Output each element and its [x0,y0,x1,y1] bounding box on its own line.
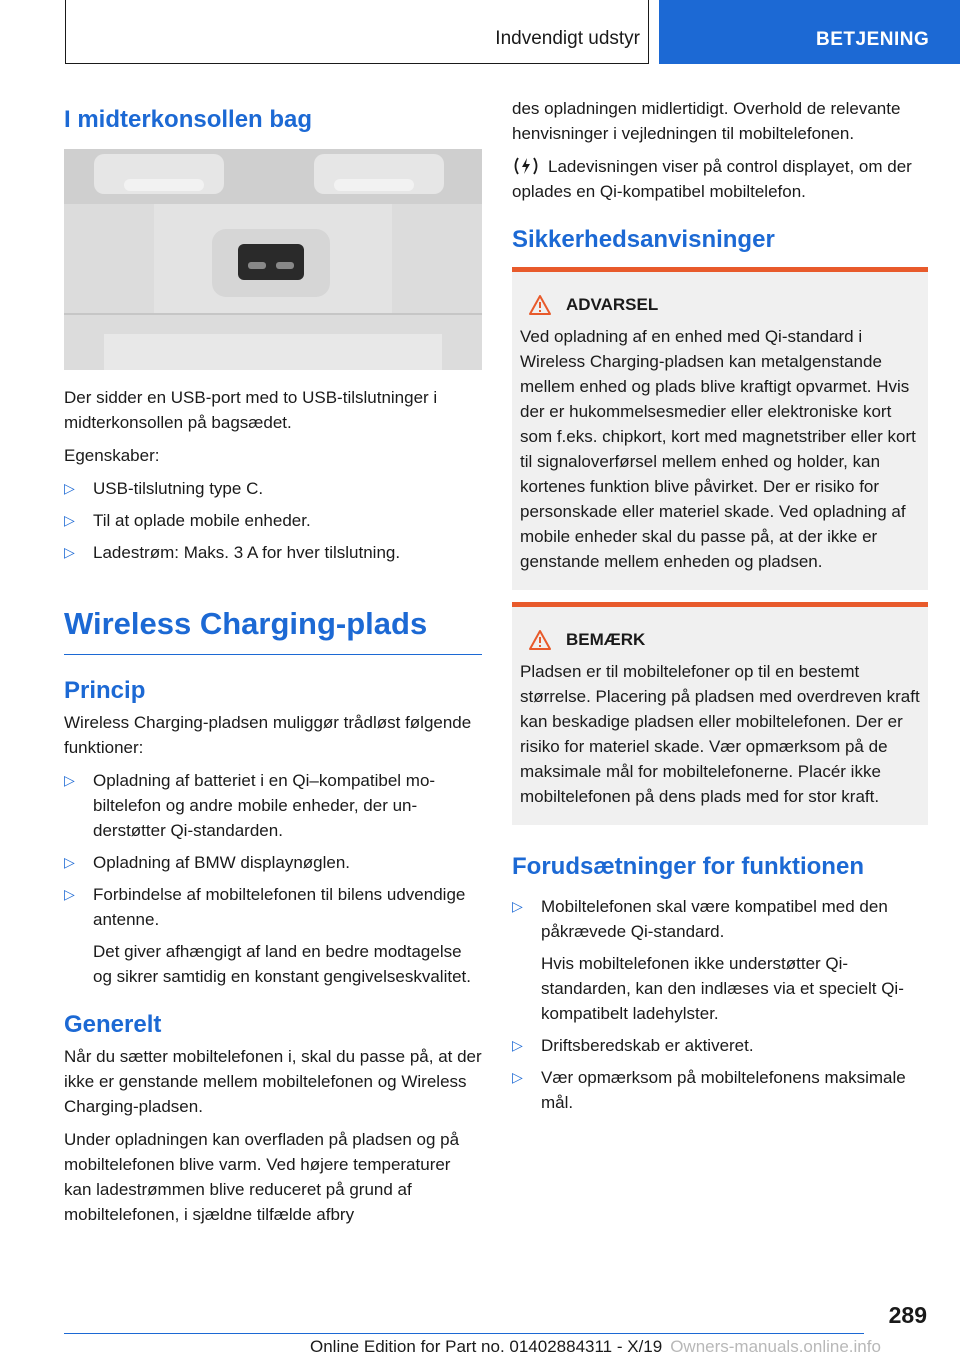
header-section-title: Indvendigt udstyr [495,28,640,49]
footer-edition: Online Edition for Part no. 01402884311 - X/19 Owners-manuals.online.info [310,1337,881,1356]
list-item: ▷ Driftsberedskab er aktiveret. [512,1033,928,1058]
heading-midterkonsol: I midterkonsollen bag [64,106,313,133]
bullet-triangle-icon: ▷ [64,511,75,528]
properties-label: Egenskaber: [64,445,160,465]
page-number: 289 [888,1302,927,1328]
warning-box [512,267,928,590]
bullet-triangle-icon: ▷ [64,543,75,560]
list-item: ▷ USB-tilslutning type C. [64,476,482,501]
warning-title: ADVARSEL [566,294,659,314]
warning-triangle-icon [528,294,552,316]
bullet-triangle-icon: ▷ [512,1036,523,1053]
warning-text: Ved opladning af en enhed med Qi-standard i Wireless Charging-pladsen kan metalgenstande mellem enhed og plads blive kraftigt opvarmet. Hvis der er hukommelsesmedier eller elektroniske kort som f.eks. chipkort, kort med magnetstriber eller kort til signaloverførsel mellem enhed og holder, kan kortenes funktion blive påvirket. Der er risiko for personskade eller materiel skade. Ved opladning af mobile enheder skal du passe på, at der ikke er genstande mellem enheden og pladsen. [520,326,916,571]
bullet-triangle-icon: ▷ [64,771,75,788]
list-item: ▷ Mobiltelefonen skal være kompatibel med den påkrævede Qi-standard. Hvis mobiltelefonen ikke understøtter Qi-standarden, kan den indlæses via et specielt Qi-kompatibelt ladehylster. [512,894,928,1026]
footer-divider [64,1333,864,1334]
list-item: ▷ Ladestrøm: Maks. 3 A for hver tilslutning. [64,540,482,565]
list-item-note: Det giver afhængigt af land en bedre modtagelse og sikrer samtidig en konstant gengivelseskvalitet. [93,941,471,986]
footer-watermark: Owners-manuals.online.info [670,1337,881,1356]
heading-forudsaetninger: Forudsætninger for funktionen [512,852,864,880]
main-title: Wireless Charging-plads [64,605,482,655]
princip-text: Wireless Charging-pladsen muliggør trådløst følgende funktioner: [64,712,472,757]
usb-description: Der sidder en USB-port med to USB-tilslutninger i midterkonsollen på bagsædet. [64,387,438,432]
notice-title: BEMÆRK [566,629,646,649]
bullet-triangle-icon: ▷ [64,853,75,870]
warning-triangle-icon [528,629,552,651]
right-column [512,96,928,1123]
left-column [64,98,482,1235]
charging-display-text: Ladevisningen viser på control displayet, om der oplades en Qi-kompatibel mobiltelefon. [512,157,912,201]
bullet-triangle-icon: ▷ [512,1068,523,1085]
wireless-charging-icon [512,156,540,176]
generelt-text-2: Under opladningen kan overfladen på pladsen og på mobiltelefonen blive varm. Ved højere temperaturer kan ladestrømmen blive reduceret på grund af mobiltelefonen, i sjældne tilfælde afbry [64,1129,460,1224]
list-item: ▷ Forbindelse af mobiltelefonen til bilens udvendige antenne. Det giver afhængigt af land en bedre modtagelse og sikrer samtidig en konstant gengivelseskvalitet. [64,882,482,989]
list-item: ▷ Til at oplade mobile enheder. [64,508,482,533]
notice-text: Pladsen er til mobiltelefoner op til en bestemt størrelse. Placering på pladsen med overdreven kraft kan beskadige pladsen eller mobiltelefonen. Der er risiko for materiel skade. Vær opmærksom på de maksimale mål for mobiltelefonerne. Placér ikke mobiltelefonen på dens plads med for stor kraft. [520,661,920,806]
usb-properties-list [64,476,482,565]
notice-box [512,602,928,825]
bullet-triangle-icon: ▷ [64,885,75,902]
continued-text: des opladningen midlertidigt. Overhold de relevante henvisninger i vejledningen til mobiltelefonen. [512,99,901,143]
generelt-text-1: Når du sætter mobiltelefonen i, skal du passe på, at der ikke er genstande mellem mobiltelefonen og Wireless Charging-pladsen. [64,1046,482,1116]
list-item: ▷ Opladning af BMW displaynøglen. [64,850,482,875]
header-tab[interactable]: BETJENING [659,0,960,64]
usb-port-photo [64,149,482,370]
requirements-list [512,894,928,1115]
bullet-triangle-icon: ▷ [64,479,75,496]
heading-generelt: Generelt [64,1010,162,1038]
list-item: ▷ Vær opmærksom på mobiltelefonens maksimale mål. [512,1065,928,1115]
list-item-note: Hvis mobiltelefonen ikke understøtter Qi-standarden, kan den indlæses via et specielt Qi-kompatibelt ladehylster. [541,953,904,1023]
heading-princip: Princip [64,676,146,704]
bullet-triangle-icon: ▷ [512,897,523,914]
list-item: ▷ Opladning af batteriet i en Qi–kompatibel mobiltelefon og andre mobile enheder, der understøtter Qi-standarden. [64,768,482,843]
functions-list [64,768,482,989]
heading-sikkerhed: Sikkerhedsanvisninger [512,226,775,253]
